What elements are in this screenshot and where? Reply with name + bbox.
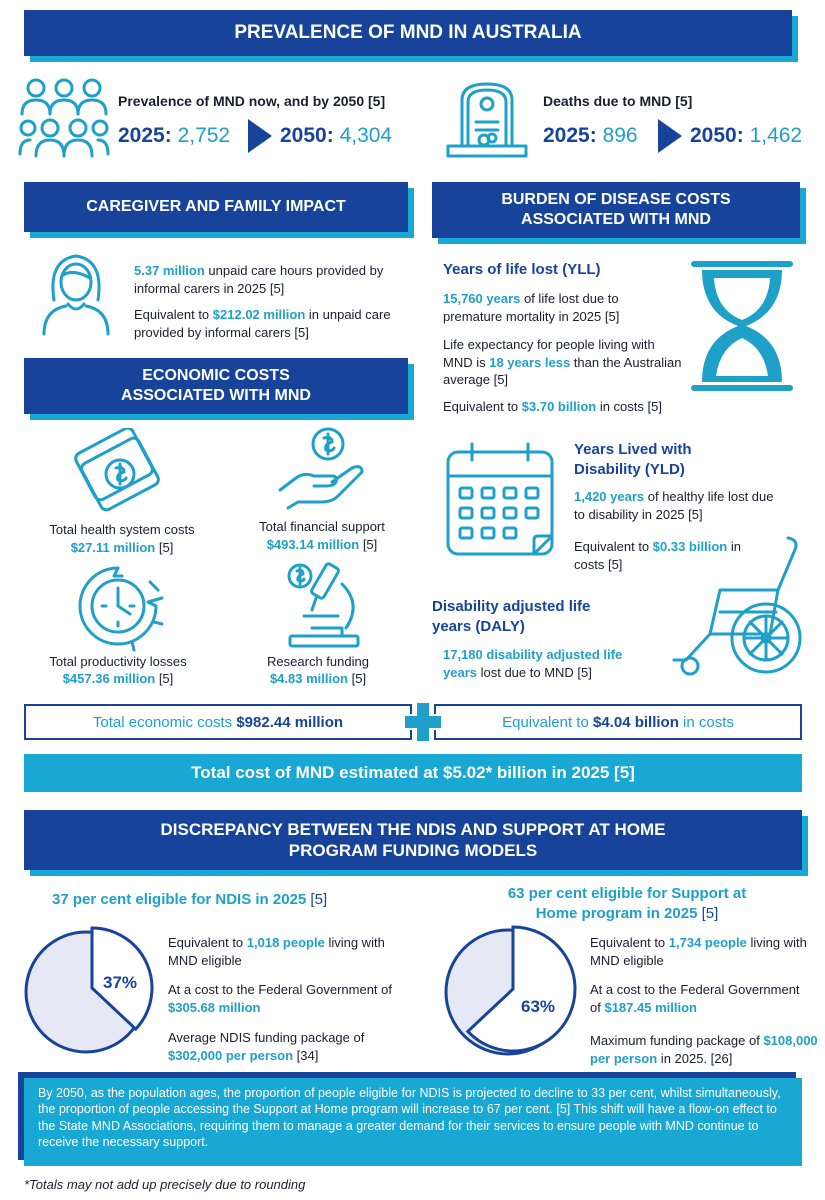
ndis-cost-pre: At a cost to the Federal Government of — [168, 982, 393, 997]
sah-title-line2: Home program in 2025 — [535, 904, 698, 922]
plus-icon — [402, 700, 444, 744]
sah-people-rest: living with MND eligible — [590, 935, 807, 968]
health-costs-line — [36, 539, 208, 557]
prevalence-2050-label: 2050: — [280, 124, 334, 147]
daly-rest: lost due to MND [5] — [476, 664, 592, 680]
yld-title-line2: Disability (YLD) — [574, 460, 685, 478]
sah-pie-label: 63% — [520, 997, 556, 1016]
caregiver-hours-text — [134, 262, 404, 297]
productivity-losses-ref: [5] — [155, 671, 174, 686]
ndis-people-rest: living with MND eligible — [168, 935, 385, 968]
sah-people-value: 1,734 people — [668, 935, 747, 950]
financial-support-line — [236, 536, 408, 554]
woman-avatar-icon — [38, 250, 114, 336]
research-funding-label: Research funding — [267, 654, 369, 669]
sah-package-pre: Maximum funding package of — [590, 1033, 764, 1048]
yld-years-text — [574, 488, 774, 523]
caregiver-title: CAREGIVER AND FAMILY IMPACT — [86, 198, 346, 215]
sah-cost-value: $187.45 million — [604, 999, 697, 1015]
economic-title-line1: ECONOMIC COSTS — [142, 367, 290, 384]
yld-years-value: 1,420 years — [574, 489, 645, 504]
clock-gear-icon — [72, 562, 164, 652]
deaths-2025 — [543, 124, 638, 148]
page-title — [24, 10, 792, 56]
yll-title: Years of life lost (YLL) — [443, 261, 601, 278]
footer-panel — [24, 1078, 802, 1166]
yll-years-rest: of life lost due to premature mortality in 2025 [5] — [443, 291, 620, 324]
hourglass-icon — [686, 256, 798, 396]
deaths-2050-value: 1,462 — [749, 124, 803, 147]
sah-people-pre: Equivalent to — [590, 935, 669, 950]
ndis-cost-value: $305.68 million — [168, 999, 261, 1015]
page-title-text: PREVALENCE OF MND IN AUSTRALIA — [234, 22, 582, 44]
deaths-label: Deaths due to MND [5] — [543, 93, 693, 109]
economic-title-line2: ASSOCIATED WITH MND — [121, 387, 311, 404]
ndis-title-main: 37 per cent eligible for NDIS in 2025 — [52, 891, 307, 908]
ndis-package-pre: Average NDIS funding package of — [168, 1030, 365, 1045]
people-group-icon — [18, 74, 110, 164]
yll-years-value: 15,760 years — [443, 291, 521, 306]
prevalence-2050-value: 4,304 — [339, 124, 393, 147]
caregiver-hours-value: 5.37 million — [134, 263, 205, 278]
total-economic-pre: Total economic costs — [92, 713, 237, 731]
discrepancy-banner — [24, 810, 802, 870]
sah-cost-text — [590, 981, 810, 1016]
yll-expectancy-text — [443, 336, 683, 389]
total-burden-value: $4.04 billion — [593, 713, 679, 731]
deaths-2025-value: 896 — [602, 124, 638, 147]
microscope-icon — [282, 558, 366, 652]
total-economic-value: $982.44 million — [236, 713, 344, 731]
deaths-2025-label: 2025: — [543, 124, 597, 147]
yld-title — [574, 440, 692, 479]
yll-expectancy-value: 18 years less — [489, 354, 571, 370]
deaths-2050 — [690, 124, 802, 148]
total-economic-box — [24, 704, 412, 740]
calendar-icon — [442, 440, 560, 562]
total-burden-rest: in costs — [678, 713, 734, 731]
yll-years-text — [443, 290, 678, 325]
daly-title-line1: Disability adjusted life — [432, 598, 591, 615]
prevalence-arrow-icon — [248, 119, 272, 153]
ndis-package-rest: [34] — [293, 1047, 319, 1063]
health-costs-label: Total health system costs — [49, 522, 195, 537]
ndis-people-value: 1,018 people — [246, 935, 325, 950]
sah-people-text — [590, 934, 815, 969]
yll-cost-pre: Equivalent to — [443, 399, 522, 414]
yld-title-line1: Years Lived with — [574, 441, 692, 458]
caregiver-cost-rest: in unpaid care provided by informal carers [5] — [134, 307, 391, 340]
productivity-losses-label: Total productivity losses — [49, 654, 187, 669]
sah-title-ref: [5] — [697, 904, 719, 922]
prevalence-label: Prevalence of MND now, and by 2050 [5] — [118, 93, 386, 109]
yll-expectancy-pre: Life expectancy for people living with MND is — [443, 337, 655, 370]
headstone-icon — [444, 78, 530, 162]
prevalence-2025-label: 2025: — [118, 124, 172, 147]
sah-package-rest: in 2025. [26] — [657, 1050, 733, 1066]
caregiver-cost-pre: Equivalent to — [134, 307, 213, 322]
prevalence-2025-value: 2,752 — [177, 124, 231, 147]
caregiver-hours-rest: unpaid care hours provided by informal carers in 2025 [5] — [134, 263, 384, 296]
yll-cost-value: $3.70 billion — [521, 399, 597, 414]
total-burden-box — [434, 704, 802, 740]
ndis-title — [52, 890, 327, 910]
burden-title-line2: ASSOCIATED WITH MND — [521, 211, 711, 228]
total-burden-pre: Equivalent to — [502, 713, 593, 731]
financial-support-ref: [5] — [359, 537, 378, 552]
yld-years-rest: of healthy life lost due to disability in 2025 [5] — [574, 489, 774, 522]
rounding-note: *Totals may not add up precisely due to rounding — [24, 1177, 306, 1192]
footer-paragraph: By 2050, as the population ages, the proportion of people eligible for NDIS is projected to decline to 33 per cent, whilst simultaneously, the proportion of people accessing the Support at Home program will increase to 67 per cent. [5] This shift will have a flow-on effect to the State MND Associations, requiring them to manage a greater demand for their services to ensure people with MND continue to receive the necessary support. — [38, 1086, 781, 1149]
discrepancy-title-line2: PROGRAM FUNDING MODELS — [288, 841, 538, 860]
sah-package-text — [590, 1032, 818, 1067]
daly-title-line2: years (DALY) — [432, 617, 525, 635]
sah-pie-chart — [436, 920, 586, 1060]
sah-title-line1: 63 per cent eligible for Support at — [507, 885, 747, 902]
total-cost-text: Total cost of MND estimated at $5.02* billion in 2025 [5] — [191, 763, 635, 782]
yll-expectancy-rest: than the Australian average [5] — [443, 354, 682, 388]
hand-coin-icon — [276, 424, 366, 512]
ndis-people-pre: Equivalent to — [168, 935, 247, 950]
total-cost-bar — [24, 754, 802, 792]
money-icon — [66, 428, 162, 514]
ndis-pie-label: 37% — [102, 973, 138, 992]
ndis-people-text — [168, 934, 408, 969]
yll-cost-rest: in costs [5] — [596, 399, 662, 414]
yll-cost-text — [443, 398, 713, 416]
discrepancy-title-line1: DISCREPANCY BETWEEN THE NDIS AND SUPPORT AT HOME — [160, 819, 666, 839]
ndis-pie-chart — [18, 920, 158, 1060]
deaths-2050-label: 2050: — [690, 124, 744, 147]
ndis-package-text — [168, 1029, 418, 1064]
daly-title — [432, 597, 590, 636]
daly-value: 17,180 disability adjusted life years — [443, 647, 623, 680]
caregiver-cost-text — [134, 306, 404, 341]
caregiver-banner — [24, 182, 408, 232]
productivity-losses-line — [32, 670, 204, 688]
deaths-arrow-icon — [658, 119, 682, 153]
sah-title — [452, 884, 802, 923]
ndis-title-ref: [5] — [306, 891, 328, 908]
ndis-cost-text — [168, 981, 418, 1016]
yld-cost-value: $0.33 billion — [652, 539, 728, 554]
research-funding-ref: [5] — [347, 671, 367, 686]
burden-title-line1: BURDEN OF DISEASE COSTS — [501, 191, 731, 208]
yld-cost-pre: Equivalent to — [574, 539, 653, 554]
sah-cost-pre: At a cost to the Federal Government of — [590, 982, 800, 1015]
sah-package-value: $108,000 per person — [590, 1033, 818, 1066]
research-funding-value: $4.83 million — [269, 671, 348, 686]
productivity-losses-value: $457.36 million — [62, 671, 156, 686]
financial-support-value: $493.14 million — [266, 537, 360, 552]
health-costs-ref: [5] — [155, 540, 174, 555]
economic-banner — [24, 358, 408, 414]
burden-banner — [432, 182, 800, 238]
daly-text — [443, 646, 653, 681]
financial-support-label: Total financial support — [259, 519, 385, 534]
health-costs-value: $27.11 million — [70, 540, 156, 555]
prevalence-2050 — [280, 124, 392, 148]
ndis-package-value: $302,000 per person — [168, 1047, 294, 1063]
yld-cost-rest: in costs [5] — [574, 539, 741, 572]
prevalence-2025 — [118, 124, 230, 148]
caregiver-cost-value: $212.02 million — [212, 307, 306, 322]
research-funding-line — [232, 670, 404, 688]
wheelchair-icon — [666, 530, 806, 682]
